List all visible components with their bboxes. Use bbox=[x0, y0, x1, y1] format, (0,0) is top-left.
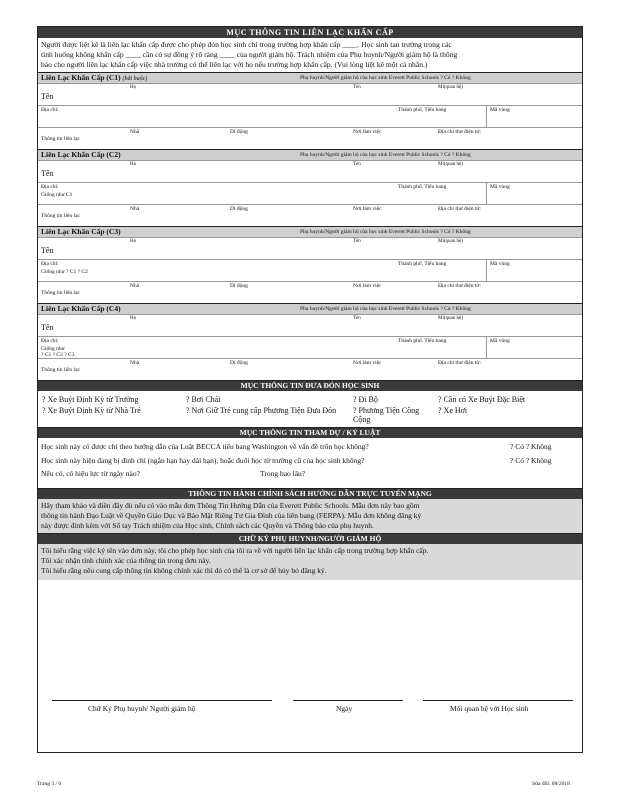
city-state-label: Thành phố, Tiểu bang bbox=[398, 261, 447, 267]
discipline-questions bbox=[38, 438, 582, 489]
column-divider bbox=[486, 260, 487, 281]
parent-guardian-question[interactable]: Phụ huynh/Người giám hộ của học sinh Everett Public Schools ? Có ? Không bbox=[300, 152, 471, 158]
relationship-label: Mối quan hệ với Học sinh bbox=[450, 704, 529, 713]
signature-line-3: Tôi hiểu rằng nếu cung cấp thông tin không chính xác thì đó có thể là cơ sở để hủy bỏ đăng ký. bbox=[41, 566, 327, 575]
transport-option-walk[interactable]: ? Đi Bộ bbox=[353, 395, 378, 404]
zip-label: Mã vùng bbox=[490, 184, 510, 190]
first-name-label: Tên bbox=[353, 316, 361, 321]
address-row[interactable] bbox=[38, 259, 582, 281]
work-phone-label: Nơi làm việc bbox=[353, 206, 382, 212]
emergency-contact-3 bbox=[38, 227, 582, 304]
emergency-section-title: MỤC THÔNG TIN LIÊN LẠC KHẨN CẤP bbox=[38, 27, 582, 38]
becca-yes-no[interactable]: ? Có ? Không bbox=[510, 442, 552, 451]
first-name-label: Tên bbox=[353, 85, 361, 90]
parent-guardian-question[interactable]: Phụ huynh/Người giám hộ của học sinh Everett Public Schools ? Có ? Không bbox=[300, 75, 471, 81]
parent-guardian-question[interactable]: Phụ huynh/Người giám hộ của học sinh Everett Public Schools ? Có ? Không bbox=[300, 306, 471, 312]
email-label: Địa chỉ thư điện tử: bbox=[438, 129, 481, 135]
name-label: Tên bbox=[41, 323, 54, 332]
relationship-field-label: Mi(quan hệ) bbox=[438, 239, 463, 244]
name-label: Tên bbox=[41, 246, 54, 255]
emergency-contact-4 bbox=[38, 304, 582, 381]
address-label: Địa chỉ: bbox=[41, 338, 59, 344]
signature-line-1: Tôi hiểu rằng việc ký tên vào đơn này, tôi cho phép học sinh của tôi ra về với người liên lạc khẩn cấp trong trường hợp khẩn cấp. bbox=[41, 546, 429, 555]
transport-options bbox=[38, 391, 582, 428]
contact-header bbox=[38, 304, 582, 314]
suspension-question: Học sinh này hiện đang bị đình chỉ (ngắn hạn hay dài hạn), hoặc đuổi học từ trường cũ của học sinh không? bbox=[41, 456, 365, 465]
home-phone-label: Nhà bbox=[130, 360, 140, 366]
relationship-line[interactable] bbox=[423, 700, 573, 701]
becca-question: Học sinh này có được chỉ theo hướng dẫn của Luật BECCA tiểu bang Washington về vấn đề trốn học không? bbox=[41, 442, 369, 451]
last-name-label: Họ bbox=[130, 239, 137, 244]
phone-row[interactable] bbox=[38, 281, 582, 303]
transport-option-bike[interactable]: ? Bơi Chải bbox=[186, 395, 221, 404]
address-label: Địa chỉ: bbox=[41, 184, 59, 190]
zip-label: Mã vùng bbox=[490, 261, 510, 267]
contact-header bbox=[38, 150, 582, 160]
guide-section-title: THÔNG TIN HÀNH CHÍNH SÁCH HƯỚNG DẪN TRỰC TUYẾN MẠNG bbox=[38, 489, 582, 499]
email-label: Địa chỉ thư điện tử: bbox=[438, 206, 481, 212]
zip-label: Mã vùng bbox=[490, 107, 510, 113]
name-row[interactable] bbox=[38, 237, 582, 259]
city-state-label: Thành phố, Tiểu bang bbox=[398, 107, 447, 113]
first-name-label: Tên bbox=[353, 162, 361, 167]
name-label: Tên bbox=[41, 169, 54, 178]
transport-option-daycare-bus[interactable]: ? Xe Buýt Định Kỳ từ Nhà Trẻ bbox=[42, 406, 141, 415]
mobile-phone-label: Di động bbox=[230, 360, 248, 366]
contact-info-label: Thông tin liên lạc bbox=[41, 136, 80, 142]
mobile-phone-label: Di động bbox=[230, 283, 248, 289]
first-name-label: Tên bbox=[353, 239, 361, 244]
guide-line-2: thông tin hành Đạo Luật về Quyền Giáo Dục và Bảo Mật Riêng Tư Gia Đình của liên bang (FERPA). Mẫu đơn không đăng ký bbox=[41, 511, 422, 520]
contact-header bbox=[38, 227, 582, 237]
contact-title: Liên Lạc Khẩn Cấp (C2) bbox=[41, 150, 121, 159]
signature-line[interactable] bbox=[52, 700, 272, 701]
work-phone-label: Nơi làm việc bbox=[353, 129, 382, 135]
guide-line-3: này được đính kèm với Sổ tay Trách nhiệm của Học sinh, Chính sách các Quyền và Thông báo của phụ huynh. bbox=[41, 521, 374, 530]
address-label: Địa chỉ: bbox=[41, 261, 59, 267]
contact-title: Liên Lạc Khẩn Cấp (C3) bbox=[41, 227, 121, 236]
date-line[interactable] bbox=[293, 700, 403, 701]
intro-line-1: Người được liệt kê là liên lạc khẩn cấp được cho phép đón học sinh chỉ trong trường hợp khẩn cấp ____. Học sinh tan trường trong các bbox=[41, 40, 452, 49]
contacts-container bbox=[38, 73, 582, 381]
date-label: Ngày bbox=[336, 704, 353, 713]
same-as-label: Giống như bbox=[41, 346, 65, 352]
revision-date: Sửa đổi: 08/2018 bbox=[532, 781, 570, 787]
name-label: Tên bbox=[41, 92, 54, 101]
work-phone-label: Nơi làm việc bbox=[353, 360, 382, 366]
email-label: Địa chỉ thư điện tử: bbox=[438, 360, 481, 366]
contact-title: Liên Lạc Khẩn Cấp (C1) bbox=[41, 73, 121, 82]
transport-section-title: MỤC THÔNG TIN ĐƯA ĐÓN HỌC SINH bbox=[38, 381, 582, 391]
contact-info-label: Thông tin liên lạc bbox=[41, 213, 80, 219]
address-label: Địa chỉ: bbox=[41, 107, 59, 113]
column-divider bbox=[486, 106, 487, 127]
signature-line-2: Tôi xác nhận tính chính xác của thông tin trong đơn này. bbox=[41, 556, 211, 565]
transport-option-public[interactable]: ? Phương Tiện Công Cộng bbox=[353, 406, 420, 424]
phone-row[interactable] bbox=[38, 358, 582, 380]
address-row[interactable] bbox=[38, 105, 582, 127]
transport-option-car[interactable]: ? Xe Hơi bbox=[438, 406, 468, 415]
emergency-form bbox=[37, 26, 583, 753]
name-row[interactable] bbox=[38, 160, 582, 182]
guide-text bbox=[38, 499, 582, 534]
intro-line-3: báo cho người liên lạc khẩn cấp việc nhà trường có thể liên lạc với họ nếu trường hợp khẩn cấp. (Vui lòng liệt kê một cá nhân.) bbox=[41, 60, 428, 69]
email-label: Địa chỉ thư điện tử: bbox=[438, 283, 481, 289]
mobile-phone-label: Di động bbox=[230, 129, 248, 135]
emergency-contact-1 bbox=[38, 73, 582, 150]
parent-guardian-question[interactable]: Phụ huynh/Người giám hộ của học sinh Everett Public Schools ? Có ? Không bbox=[300, 229, 471, 235]
name-row[interactable] bbox=[38, 83, 582, 105]
discipline-section-title: MỤC THÔNG TIN THAM DỰ / KỶ LUẬT bbox=[38, 428, 582, 438]
transport-option-special-bus[interactable]: ? Cần có Xe Buýt Đặc Biệt bbox=[438, 395, 526, 404]
mobile-phone-label: Di động bbox=[230, 206, 248, 212]
same-as-label: Giống như C1 bbox=[41, 192, 73, 198]
contact-note: (bắt buộc) bbox=[122, 76, 148, 82]
zip-label: Mã vùng bbox=[490, 338, 510, 344]
suspension-yes-no[interactable]: ? Có ? Không bbox=[510, 456, 552, 465]
home-phone-label: Nhà bbox=[130, 129, 140, 135]
phone-row[interactable] bbox=[38, 127, 582, 149]
last-name-label: Họ bbox=[130, 85, 137, 90]
home-phone-label: Nhà bbox=[130, 283, 140, 289]
signature-section-title: CHỮ KÝ PHỤ HUYNH/NGƯỜI GIÁM HỘ bbox=[38, 534, 582, 544]
relationship-field-label: Mi(quan hệ) bbox=[438, 162, 463, 167]
home-phone-label: Nhà bbox=[130, 206, 140, 212]
work-phone-label: Nơi làm việc bbox=[353, 283, 382, 289]
city-state-label: Thành phố, Tiểu bang bbox=[398, 184, 447, 190]
contact-info-label: Thông tin liên lạc bbox=[41, 290, 80, 296]
intro-text bbox=[38, 38, 582, 73]
city-state-label: Thành phố, Tiểu bang bbox=[398, 338, 447, 344]
relationship-field-label: Mi(quan hệ) bbox=[438, 85, 463, 90]
column-divider bbox=[486, 337, 487, 358]
intro-line-2: tình huống không khẩn cấp ____ cần có sự đồng ý rõ ràng ____ của người giám hộ. Trách nhiệm của Phụ huynh/Người giám hộ là thông bbox=[41, 50, 458, 59]
signature-label: Chữ Ký Phụ huynh/ Người giám hộ bbox=[88, 704, 196, 713]
guide-line-1: Hãy tham khảo và điền đầy đủ nếu có vào mẫu đơn Thông Tin Hướng Dẫn của Everett Public Schools. Mẫu đơn này bao gồm bbox=[41, 501, 420, 510]
contact-header bbox=[38, 73, 582, 83]
same-as-label: Giống như ? C1 ? C2 bbox=[41, 269, 88, 275]
signature-area bbox=[38, 580, 582, 752]
page-number: Trang 3 / 6 bbox=[37, 781, 62, 787]
address-row[interactable] bbox=[38, 336, 582, 358]
transport-option-school-bus[interactable]: ? Xe Buýt Định Kỳ từ Trường bbox=[42, 395, 139, 404]
relationship-field-label: Mi(quan hệ) bbox=[438, 316, 463, 321]
last-name-label: Họ bbox=[130, 316, 137, 321]
contact-title: Liên Lạc Khẩn Cấp (C4) bbox=[41, 304, 121, 313]
phone-row[interactable] bbox=[38, 204, 582, 226]
address-row[interactable] bbox=[38, 182, 582, 204]
suspension-duration-question: Trong bao lâu? bbox=[260, 469, 306, 478]
transport-option-daycare-provider[interactable]: ? Nơi Giữ Trẻ cung cấp Phương Tiện Đưa Đón bbox=[186, 406, 337, 415]
signature-statements bbox=[38, 544, 582, 580]
contact-info-label: Thông tin liên lạc bbox=[41, 367, 80, 373]
suspension-date-question: Nếu có, có hiệu lực từ ngày nào? bbox=[41, 469, 140, 478]
same-as-options[interactable]: ? C1 ? C2 ? C3 bbox=[41, 352, 75, 358]
name-row[interactable] bbox=[38, 314, 582, 336]
emergency-contact-2 bbox=[38, 150, 582, 227]
column-divider bbox=[486, 183, 487, 204]
last-name-label: Họ bbox=[130, 162, 137, 167]
